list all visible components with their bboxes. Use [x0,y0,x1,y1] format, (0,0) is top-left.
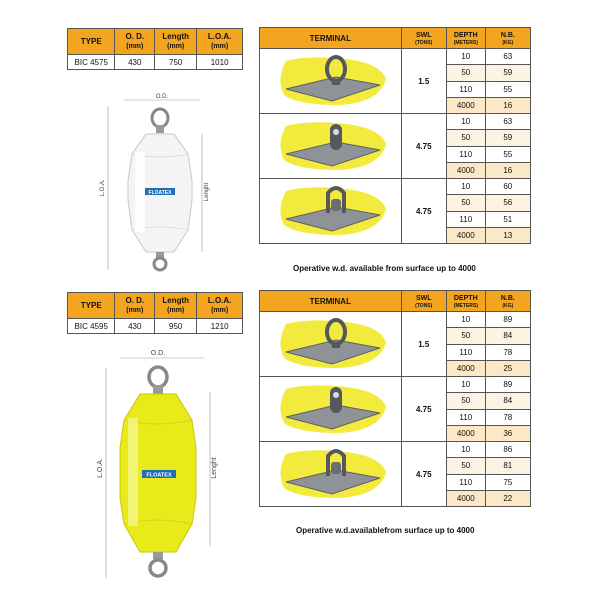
terminal-image [260,49,402,114]
swl-value: 4.75 [401,179,446,244]
depth-value: 4000 [446,425,485,441]
depth-value: 10 [446,49,485,65]
terminal-row [260,442,531,458]
od-label: O.D. [155,94,169,100]
depth-value: 10 [446,312,485,328]
depth-value: 10 [446,442,485,458]
nb-value: 63 [485,49,530,65]
nb-value: 89 [485,312,530,328]
od-value: 430 [115,319,155,334]
nb-value: 13 [485,227,530,243]
depth-value: 110 [446,81,485,97]
depth-value: 10 [446,114,485,130]
nb-value: 51 [485,211,530,227]
nb-value: 84 [485,328,530,344]
spec-table-1 [67,28,243,70]
depth-value: 50 [446,65,485,81]
depth-value: 50 [446,458,485,474]
type-value: BIC 4575 [68,55,115,70]
depth-value: 50 [446,393,485,409]
top-ring-icon [152,109,168,127]
length-label: Lenght [204,182,210,202]
nb-value: 89 [485,377,530,393]
type-header: TYPE [68,29,115,55]
loa-value: 1010 [197,55,243,70]
top-ring-icon [149,367,167,387]
terminal-row [260,49,531,65]
length-header: Length (mm) [155,29,197,55]
terminal-row [260,179,531,195]
brand-label: FLOATEX [146,472,172,479]
terminal-image [260,179,402,244]
terminal-header: TERMINAL [260,28,402,49]
nb-value: 75 [485,474,530,490]
swl-header: SWL (TONS) [401,291,446,312]
length-value: 950 [155,319,197,334]
loa-header: L.O.A. (mm) [197,293,243,319]
swl-value: 4.75 [401,377,446,442]
nb-header: N.B. (KG) [485,28,530,49]
nb-value: 86 [485,442,530,458]
terminal-image [260,377,402,442]
nb-value: 81 [485,458,530,474]
brand-label: FLOATEX [148,190,172,196]
loa-header: L.O.A. (mm) [197,29,243,55]
swl-value: 4.75 [401,442,446,507]
type-value: BIC 4595 [68,319,115,334]
nb-value: 25 [485,360,530,376]
terminal-table-2 [259,290,531,507]
nb-value: 36 [485,425,530,441]
depth-value: 4000 [446,162,485,178]
terminal-image [260,312,402,377]
depth-header: DEPTH (METERS) [446,28,485,49]
caption-2: Operative w.d.availablefrom surface up to 4000 [296,526,475,535]
od-label: O.D. [150,350,166,357]
nb-value: 84 [485,393,530,409]
terminal-row [260,114,531,130]
loa-label: L.O.A. [97,458,104,478]
depth-value: 4000 [446,360,485,376]
swl-value: 1.5 [401,312,446,377]
od-header: O. D. (mm) [115,293,155,319]
buoy-drawing-yellow [92,348,232,588]
depth-value: 110 [446,344,485,360]
nb-value: 56 [485,195,530,211]
nb-header: N.B. (KG) [485,291,530,312]
nb-value: 22 [485,490,530,506]
nb-value: 16 [485,162,530,178]
nb-value: 63 [485,114,530,130]
buoy-drawing-white [98,92,228,277]
caption-1: Operative w.d. available from surface up to 4000 [293,264,476,273]
depth-value: 4000 [446,490,485,506]
type-header: TYPE [68,293,115,319]
nb-value: 16 [485,97,530,113]
depth-value: 50 [446,195,485,211]
terminal-image [260,114,402,179]
swl-header: SWL (TONS) [401,28,446,49]
depth-value: 110 [446,146,485,162]
od-value: 430 [115,55,155,70]
depth-header: DEPTH (METERS) [446,291,485,312]
depth-value: 10 [446,179,485,195]
depth-value: 4000 [446,97,485,113]
terminal-body-1 [260,49,531,244]
bottom-ring-icon [150,560,166,576]
terminal-table-1 [259,27,531,244]
depth-value: 110 [446,474,485,490]
nb-value: 78 [485,409,530,425]
depth-value: 110 [446,409,485,425]
terminal-row [260,312,531,328]
nb-value: 78 [485,344,530,360]
swl-value: 1.5 [401,49,446,114]
loa-value: 1210 [197,319,243,334]
loa-label: L.O.A. [100,179,106,197]
od-header: O. D. (mm) [115,29,155,55]
length-value: 750 [155,55,197,70]
swl-value: 4.75 [401,114,446,179]
depth-value: 10 [446,377,485,393]
terminal-image [260,442,402,507]
depth-value: 50 [446,130,485,146]
length-label: Lenght [211,457,218,479]
terminal-header: TERMINAL [260,291,402,312]
nb-value: 59 [485,65,530,81]
terminal-body-2 [260,312,531,507]
spec-table-2 [67,292,243,334]
nb-value: 60 [485,179,530,195]
depth-value: 50 [446,328,485,344]
nb-value: 59 [485,130,530,146]
length-header: Length (mm) [155,293,197,319]
depth-value: 110 [446,211,485,227]
nb-value: 55 [485,146,530,162]
terminal-row [260,377,531,393]
depth-value: 4000 [446,227,485,243]
nb-value: 55 [485,81,530,97]
bottom-ring-icon [154,258,166,270]
